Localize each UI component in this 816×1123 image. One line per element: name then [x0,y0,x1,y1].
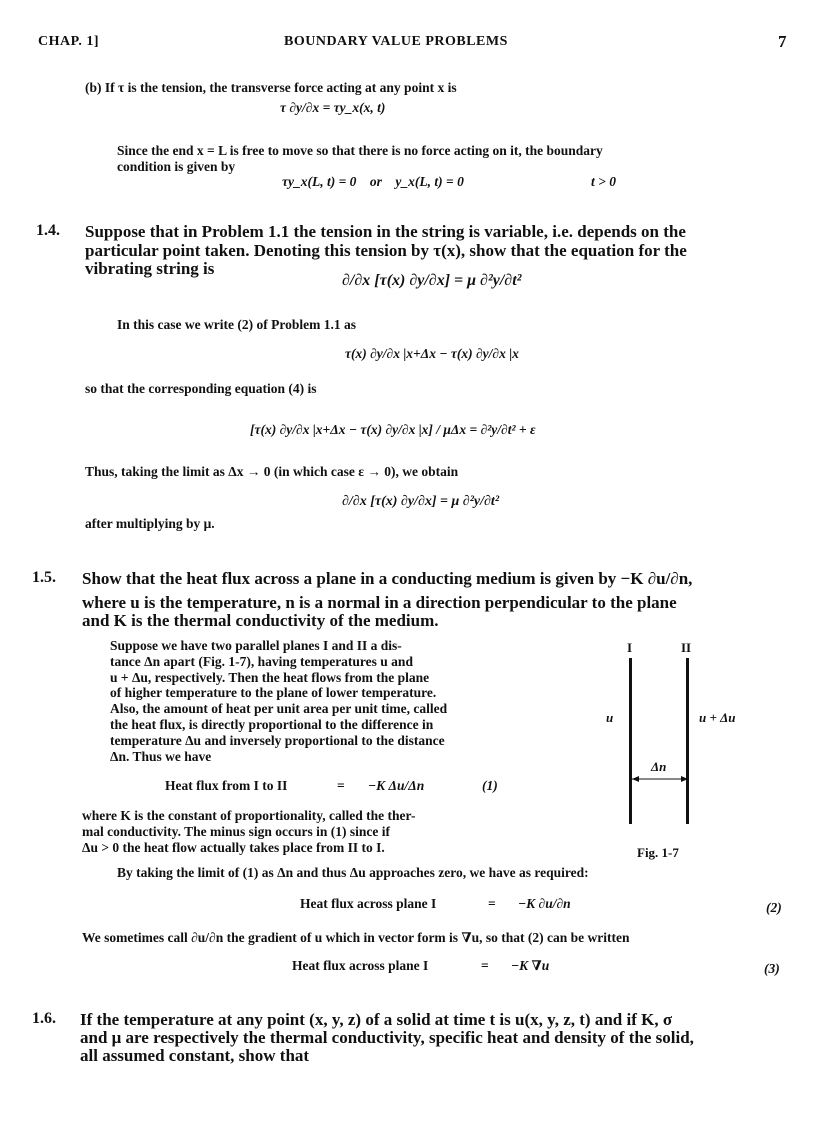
body-line: temperature Δu and inversely proportional to the distance [110,732,445,748]
equation-transverse-force [280,100,385,116]
problem-1-5-text-gradient: We sometimes call ∂u/∂n the gradient of u which in vector form is ∇u, so that (2) can be written [82,930,630,945]
equation-text: τ ∂y/∂x = τy_x(x, t) [280,100,386,115]
equation-3-number: (3) [764,961,780,976]
problem-number-1-4: 1.4. [36,222,60,239]
equation-1-equals: = [337,778,345,793]
equation-3-rhs: −K ∇u [511,958,550,973]
figure-label-u: u [606,710,614,725]
running-title: BOUNDARY VALUE PROBLEMS [284,34,508,49]
equation-2-label: Heat flux across plane I [300,896,437,911]
figure-label-dn: Δn [651,759,667,774]
equation-ratio: [τ(x) ∂y/∂x |x+Δx − τ(x) ∂y/∂x |x] / μΔx = ∂²y/∂t² + ε [250,422,536,437]
dn-arrow [630,774,690,784]
equation-2-rhs: −K ∂u/∂n [518,896,571,911]
problem-1-5-text-limit: By taking the limit of (1) as Δn and thus Δu approaches zero, we have as required: [117,865,589,880]
equation-final: ∂/∂x [τ(x) ∂y/∂x] = μ ∂²y/∂t² [342,494,500,509]
body-line: of higher temperature to the plane of lower temperature. [110,685,437,701]
figure-caption: Fig. 1-7 [637,845,679,860]
equation-1-number: (1) [482,778,498,793]
problem-1-5-where [82,808,512,855]
body-line: tance Δn apart (Fig. 1-7), having temperatures u and [110,653,413,669]
problem-1-4-text-case: In this case we write (2) of Problem 1.1 as [117,317,356,332]
problem-number-1-5: 1.5. [32,569,56,586]
problem-1-4-line-3: vibrating string is [85,259,215,278]
problem-1-4-text-limit: Thus, taking the limit as Δx → 0 (in which case ε → 0), we obtain [85,464,459,479]
equation-2-equals: = [488,896,496,911]
part-b-sentence-2: condition is given by [117,159,236,174]
problem-1-4-line-1: Suppose that in Problem 1.1 the tension in the string is variable, i.e. depends on the [85,222,686,241]
equation-3-label: Heat flux across plane I [292,958,429,973]
problem-1-5-line-3: and K is the thermal conductivity of the medium. [82,611,439,630]
figure-label-plane-I: I [627,640,633,655]
body-line: Also, the amount of heat per unit area per unit time, called [110,701,448,717]
problem-1-6-line-3: all assumed constant, show that [80,1046,310,1065]
problem-1-6-line-2: and μ are respectively the thermal conductivity, specific heat and density of the solid, [80,1028,694,1047]
plane-I-line [629,658,632,824]
body-line: u + Δu, respectively. Then the heat flows from the plane [110,669,430,685]
equation-3-equals: = [481,958,489,973]
equation-1-label: Heat flux from I to II [165,778,288,793]
body-line: Suppose we have two parallel planes I and II a dis- [110,638,402,653]
plane-II-line [686,658,689,824]
problem-1-4-line-2: particular point taken. Denoting this tension by τ(x), show that the equation for the [85,241,687,260]
chapter-label: CHAP. 1] [38,34,100,49]
page-number: 7 [778,32,787,51]
problem-1-6-line-1: If the temperature at any point (x, y, z) of a solid at time t is u(x, y, z, t) and if K, σ [80,1010,673,1029]
problem-1-5-body [110,638,510,764]
figure-label-u-plus-du: u + Δu [699,710,736,725]
equation-1-rhs: −K Δu/Δn [368,778,425,793]
boundary-condition-time: t > 0 [591,174,616,189]
problem-1-4-text-after: after multiplying by μ. [85,516,215,531]
part-b-sentence-1: Since the end x = L is free to move so that there is no force acting on it, the boundary [117,143,603,158]
problem-number-1-6: 1.6. [32,1010,56,1027]
where-line: where K is the constant of proportionality, called the ther- [82,808,416,823]
problem-1-5-line-1: Show that the heat flux across a plane in a conducting medium is given by −K ∂u/∂n, [82,569,693,588]
problem-1-4-text-so: so that the corresponding equation (4) is [85,381,317,396]
problem-1-5-line-2: where u is the temperature, n is a normal in a direction perpendicular to the plane [82,593,677,612]
where-line: mal conductivity. The minus sign occurs in (1) since if [82,823,391,839]
equation-variable-tension: ∂/∂x [τ(x) ∂y/∂x] = μ ∂²y/∂t² [342,272,522,289]
body-line: the heat flux, is directly proportional to the difference in [110,716,434,732]
equation-tension-difference: τ(x) ∂y/∂x |x+Δx − τ(x) ∂y/∂x |x [345,346,519,361]
part-b-intro: (b) If τ is the tension, the transverse force acting at any point x is [85,80,457,95]
figure-label-plane-II: II [681,640,692,655]
equation-2-number: (2) [766,900,782,915]
body-line: Δn. Thus we have [110,748,212,764]
boundary-condition: τy_x(L, t) = 0 or y_x(L, t) = 0 [282,174,464,189]
where-line: Δu > 0 the heat flow actually takes place from II to I. [82,839,385,855]
